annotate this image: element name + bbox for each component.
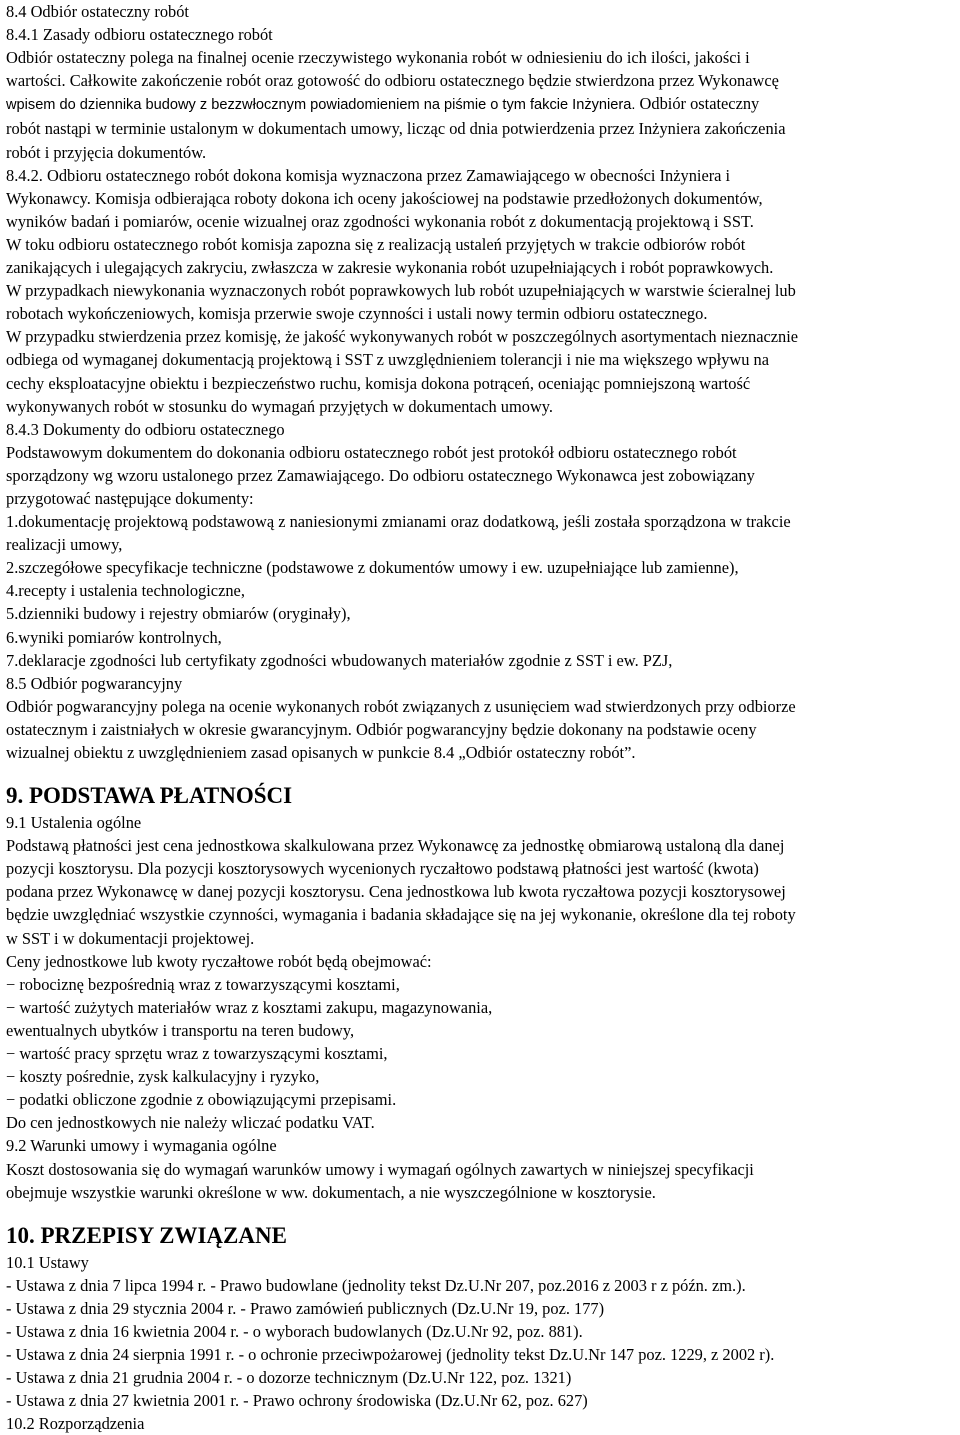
law-item: - Ustawa z dnia 16 kwietnia 2004 r. - o wyborach budowlanych (Dz.U.Nr 92, poz. 881). xyxy=(6,1321,583,1341)
paragraph-line: wartości. Całkowite zakończenie robót oraz gotowość do odbioru ostatecznego będzie stwierdzona przez Wykonawcę xyxy=(6,71,779,91)
paragraph-line: Odbiór pogwarancyjny polega na ocenie wykonanych robót związanych z usunięciem wad stwierdzonych przy odbiorze xyxy=(6,696,796,716)
paragraph-line: Podstawą płatności jest cena jednostkowa skalkulowana przez Wykonawcę za jednostkę obmiarową ustaloną dla danej xyxy=(6,836,785,856)
paragraph-line: wizualnej obiektu z uwzględnieniem zasad opisanych w punkcie 8.4 „Odbiór ostateczny robót”. xyxy=(6,743,636,762)
paragraph-line: robotach wykończeniowych, komisja przerwie swoje czynności i ustali nowy termin odbioru ostatecznego. xyxy=(6,304,708,324)
list-item: 5.dzienniki budowy i rejestry obmiarów (oryginały), xyxy=(6,604,351,624)
paragraph-line: wykonywanych robót w stosunku do wymagań przyjętych w dokumentach umowy. xyxy=(6,396,554,416)
chapter-heading-9: 9. PODSTAWA PŁATNOŚCI xyxy=(6,783,293,809)
paragraph-line: Odbiór ostateczny polega na finalnej ocenie rzeczywistego wykonania robót w odniesieniu do ich ilości, jakości i xyxy=(6,48,750,68)
paragraph-line: W przypadkach niewykonania wyznaczonych robót poprawkowych lub robót uzupełniających w warstwie ścieralnej lub xyxy=(6,281,796,301)
paragraph-line: pozycji kosztorysu. Dla pozycji kosztorysowych wycenionych ryczałtowo podstawą płatności jest wartość (kwota) xyxy=(6,859,759,879)
paragraph-line: Wykonawcy. Komisja odbierająca roboty dokona ich oceny jakościowej na podstawie przedłożonych dokumentów, xyxy=(6,188,763,208)
paragraph-line: wyników badań i pomiarów, ocenie wizualnej oraz zgodności wykonania robót z dokumentacją projektową i SST. xyxy=(6,211,754,231)
list-item: realizacji umowy, xyxy=(6,535,123,555)
list-item: 4.recepty i ustalenia technologiczne, xyxy=(6,581,245,601)
paragraph-line-mixed xyxy=(6,92,950,117)
paragraph-line: Do cen jednostkowych nie należy wliczać podatku VAT. xyxy=(6,1113,375,1133)
paragraph-line-mixed xyxy=(6,164,950,187)
subsection-title-9-2: 9.2 Warunki umowy i wymagania ogólne xyxy=(6,1136,277,1156)
paragraph-line: Podstawowym dokumentem do dokonania odbioru ostatecznego robót jest protokół odbioru ostatecznego robót xyxy=(6,442,737,462)
list-item: − koszty pośrednie, zysk kalkulacyjny i ryzyko, xyxy=(6,1067,320,1087)
list-item: − robociznę bezpośrednią wraz z towarzyszącymi kosztami, xyxy=(6,974,400,994)
law-item: - Ustawa z dnia 21 grudnia 2004 r. - o dozorze technicznym (Dz.U.Nr 122, poz. 1321) xyxy=(6,1368,572,1388)
list-item: − podatki obliczone zgodnie z obowiązującymi przepisami. xyxy=(6,1090,397,1110)
subsection-title-8-4-1: 8.4.1 Zasady odbioru ostatecznego robót xyxy=(6,25,273,45)
list-item: − wartość zużytych materiałów wraz z kosztami zakupu, magazynowania, xyxy=(6,997,493,1017)
list-item: − wartość pracy sprzętu wraz z towarzyszącymi kosztami, xyxy=(6,1044,388,1064)
paragraph-line: W przypadku stwierdzenia przez komisję, że jakość wykonywanych robót w poszczególnych asortymentach nieznacznie xyxy=(6,327,799,347)
paragraph-line: będzie uwzględniać wszystkie czynności, wymagania i badania składające się na jej wykonanie, określone dla tej roboty xyxy=(6,905,796,925)
law-item: - Ustawa z dnia 7 lipca 1994 r. - Prawo budowlane (jednolity tekst Dz.U.Nr 207, poz.2016 z 2003 r z późn. zm.). xyxy=(6,1275,746,1295)
list-item: 6.wyniki pomiarów kontrolnych, xyxy=(6,627,222,647)
paragraph-line: cechy eksploatacyjne obiektu i bezpieczeństwo ruchu, komisja dokona potrąceń, oceniając pomniejszoną wartość xyxy=(6,373,751,393)
paragraph-line: odbiega od wymaganej dokumentacją projektową i SST z uwzględnieniem tolerancji i nie ma większego wpływu na xyxy=(6,350,770,370)
paragraph-line: sporządzony wg wzoru ustalonego przez Zamawiającego. Do odbioru ostatecznego Wykonawca jest zobowiązany xyxy=(6,465,755,485)
paragraph-line: w SST i w dokumentacji projektowej. xyxy=(6,928,255,948)
paragraph-fragment: Odbiór ostateczny xyxy=(635,94,760,114)
paragraph-line: robót nastąpi w terminie ustalonym w dokumentach umowy, licząc od dnia potwierdzenia przez Inżyniera zakończenia xyxy=(6,119,786,139)
law-item: - Ustawa z dnia 27 kwietnia 2001 r. - Prawo ochrony środowiska (Dz.U.Nr 62, poz. 627) xyxy=(6,1391,588,1411)
paragraph-line: przygotować następujące dokumenty: xyxy=(6,488,254,508)
list-item: 7.deklaracje zgodności lub certyfikaty zgodności wbudowanych materiałów zgodnie z SST i ew. PZJ, xyxy=(6,650,673,670)
subsection-title-10-2: 10.2 Rozporządzenia xyxy=(6,1414,145,1434)
subsection-title-10-1: 10.1 Ustawy xyxy=(6,1252,89,1272)
law-item: - Ustawa z dnia 24 sierpnia 1991 r. - o ochronie przeciwpożarowej (jednolity tekst Dz.U.Nr 147 poz. 1229, z 2002 r). xyxy=(6,1345,775,1365)
paragraph-line: obejmuje wszystkie warunki określone w ww. dokumentach, a nie wyszczególnione w kosztorysie. xyxy=(6,1182,656,1202)
paragraph-line: W toku odbioru ostatecznego robót komisja zapozna się z realizacją ustaleń przyjętych w trakcie odbiorów robót xyxy=(6,234,746,254)
subsection-title-8-4-3: 8.4.3 Dokumenty do odbioru ostatecznego xyxy=(6,419,285,439)
paragraph-line: Ceny jednostkowe lub kwoty ryczałtowe robót będą obejmować: xyxy=(6,951,432,971)
law-item: - Ustawa z dnia 29 stycznia 2004 r. - Prawo zamówień publicznych (Dz.U.Nr 19, poz. 177) xyxy=(6,1298,605,1318)
section-title-8-5: 8.5 Odbiór pogwarancyjny xyxy=(6,673,183,693)
chapter-heading-10: 10. PRZEPISY ZWIĄZANE xyxy=(6,1222,287,1248)
subsection-number-8-4-2: 8.4.2. xyxy=(6,165,43,185)
paragraph-line: podana przez Wykonawcę w danej pozycji kosztorysu. Cena jednostkowa lub kwota ryczałtowa pozycji kosztorysowej xyxy=(6,882,786,902)
paragraph-line: robót i przyjęcia dokumentów. xyxy=(6,142,207,162)
section-title-8-4: 8.4 Odbiór ostateczny robót xyxy=(6,2,189,21)
list-item: 1.dokumentację projektową podstawową z naniesionymi zmianami oraz dodatkową, jeśli została sporządzona w trakcie xyxy=(6,512,791,532)
list-item: 2.szczegółowe specyfikacje techniczne (podstawowe z dokumentów umowy i ew. uzupełniające lub zamienne), xyxy=(6,558,739,578)
paragraph-line: Koszt dostosowania się do wymagań warunków umowy i wymagań ogólnych zawartych w niniejszej specyfikacji xyxy=(6,1159,754,1179)
paragraph-fragment: Odbioru ostatecznego robót dokona komisja wyznaczona przez Zamawiającego w obecności Inżyniera i xyxy=(42,165,731,185)
list-item: ewentualnych ubytków i transportu na teren budowy, xyxy=(6,1020,355,1040)
paragraph-line: ostatecznym i zaistniałych w okresie gwarancyjnym. Odbiór pogwarancyjny będzie dokonany na podstawie oceny xyxy=(6,719,757,739)
paragraph-line: zanikających i ulegających zakryciu, zwłaszcza w zakresie wykonania robót uzupełniających i robót poprawkowych. xyxy=(6,258,774,278)
subsection-title-9-1: 9.1 Ustalenia ogólne xyxy=(6,813,142,833)
paragraph-fragment: wpisem do dziennika budowy z bezzwłocznym powiadomieniem na piśmie o tym fakcie Inżyniera. xyxy=(6,97,636,114)
